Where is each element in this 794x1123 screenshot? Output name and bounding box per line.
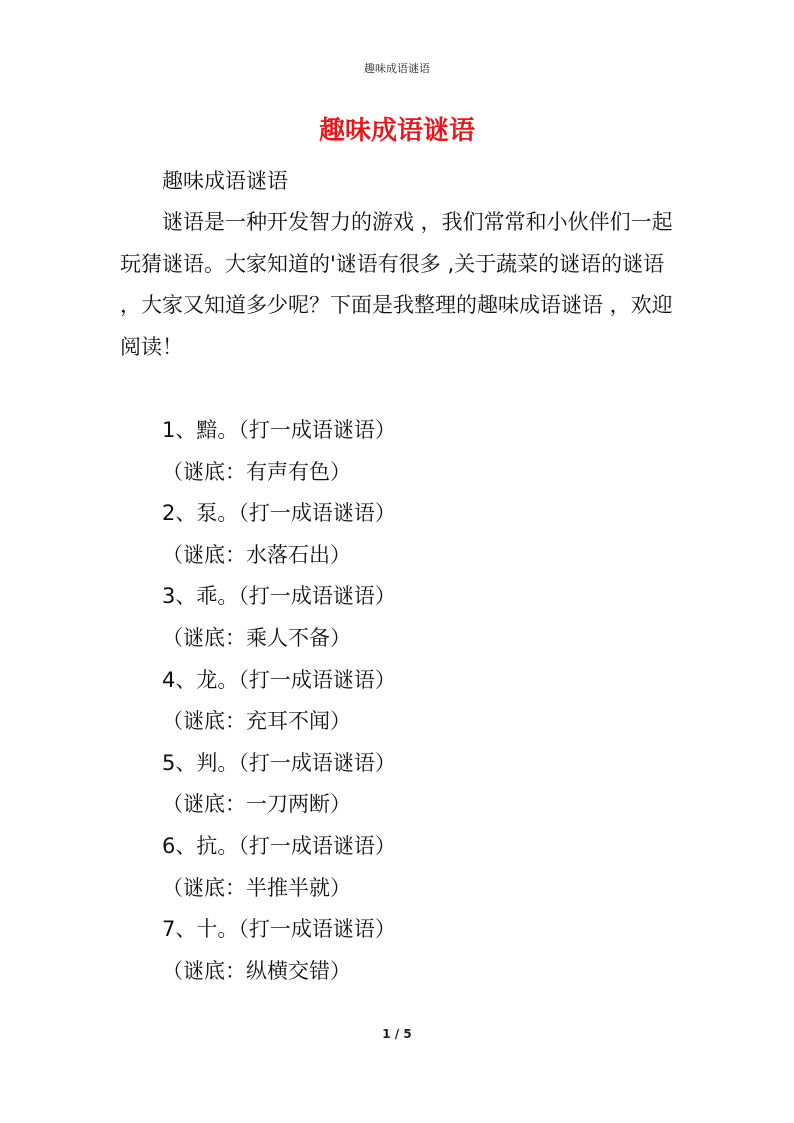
page-number: 1 / 5 — [382, 1027, 412, 1041]
document-title: 趣味成语谜语 — [318, 116, 475, 146]
riddle-answer: （谜底：纵横交错） — [162, 958, 351, 983]
riddle-question: 6、抗。（打一成语谜语） — [162, 833, 396, 858]
riddle-answer: （谜底：半推半就） — [162, 875, 351, 900]
riddle-question: 2、泵。（打一成语谜语） — [162, 501, 396, 526]
riddle-question: 5、判。（打一成语谜语） — [162, 750, 396, 775]
riddle-question: 1、黯。（打一成语谜语） — [162, 418, 396, 442]
riddle-question: 3、乖。（打一成语谜语） — [162, 584, 396, 609]
riddle-answer: （谜底：充耳不闻） — [162, 709, 351, 734]
riddle-question: 4、龙。（打一成语谜语） — [162, 667, 396, 692]
riddle-answer: （谜底：一刀两断） — [162, 792, 351, 817]
running-header: 趣味成语谜语 — [364, 62, 430, 75]
riddle-answer: （谜底：乘人不备） — [162, 625, 351, 650]
riddle-question: 7、十。（打一成语谜语） — [162, 917, 396, 942]
riddle-answer: （谜底：有声有色） — [162, 459, 351, 484]
document-subtitle: 趣味成语谜语 — [162, 169, 288, 193]
intro-paragraph: 谜语是一种开发智力的游戏 ，我们常常和小伙伴们一起玩猜谜语。大家知道的'谜语有很多 ,关于蔬菜的谜语的谜语 ，大家又知道多少呢？下面是我整理的趣味成语谜语 ，欢迎阅读！ — [120, 210, 673, 359]
riddle-list — [162, 410, 682, 992]
riddle-answer: （谜底：水落石出） — [162, 542, 351, 567]
